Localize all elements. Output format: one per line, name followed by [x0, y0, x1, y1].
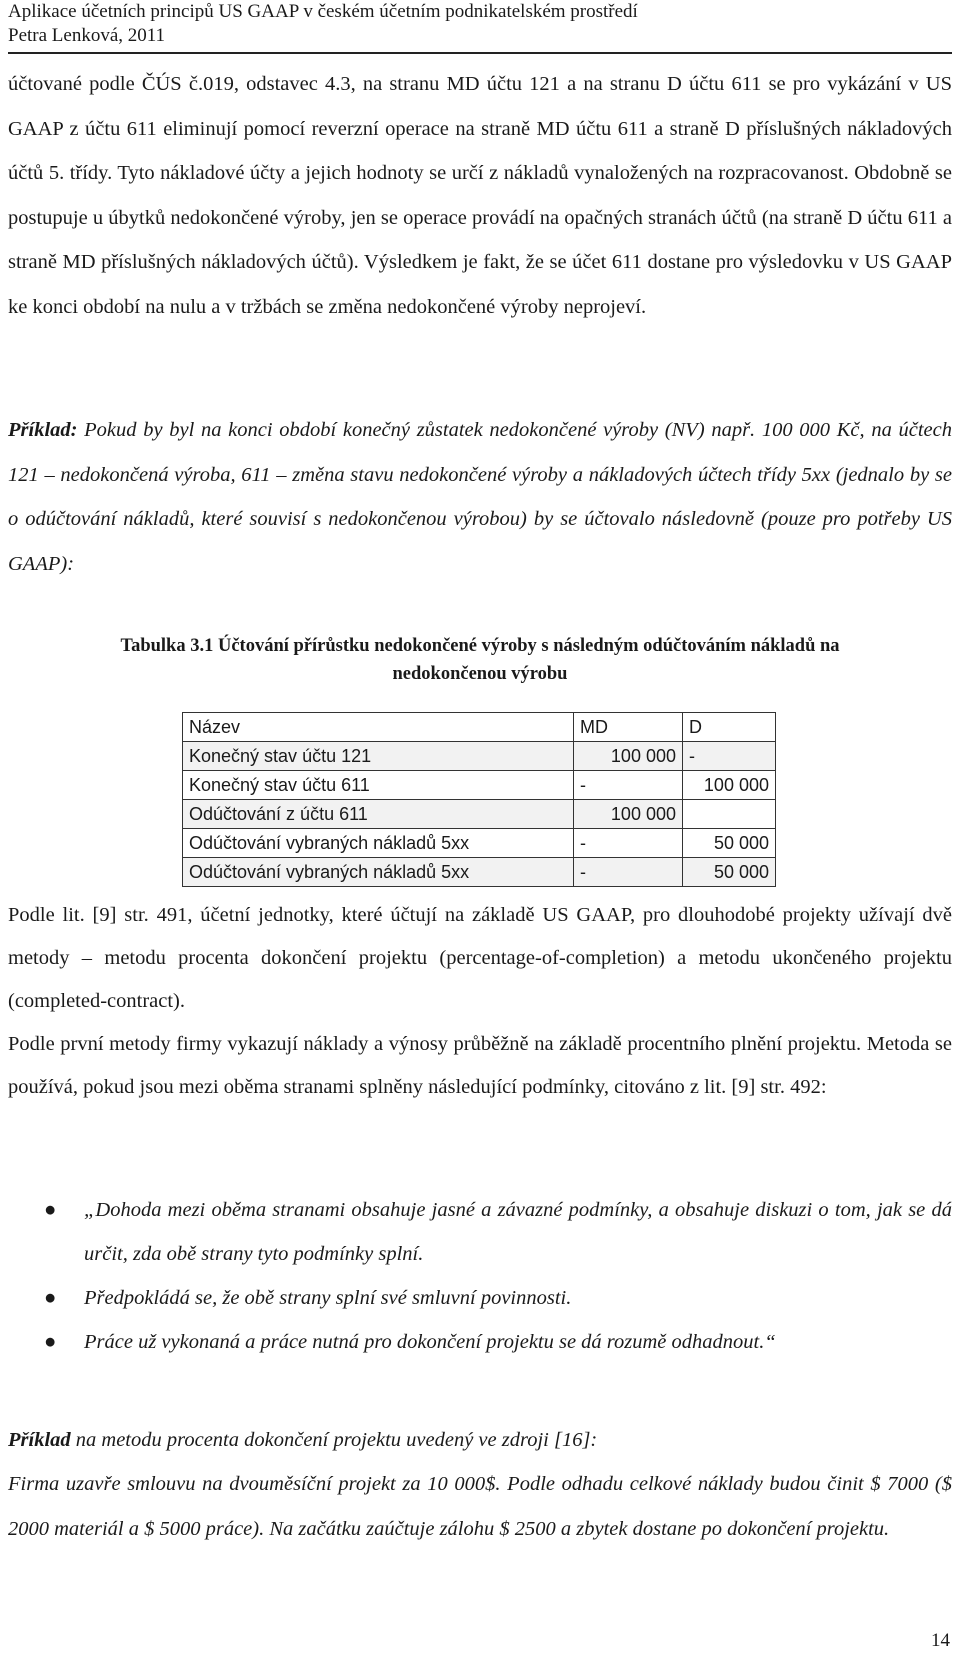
header-author: Petra Lenková, 2011	[8, 25, 166, 46]
table-cell: Odúčtování vybraných nákladů 5xx	[183, 858, 574, 887]
table-cell: 100 000	[574, 742, 683, 771]
table-cell: Odúčtování vybraných nákladů 5xx	[183, 829, 574, 858]
list-item	[0, 1188, 952, 1276]
bullet-icon: ●	[44, 1287, 57, 1309]
table-row	[183, 742, 776, 771]
table-cell: 50 000	[683, 829, 776, 858]
list-item-text: Práce už vykonaná a práce nutná pro dokončení projektu se dá rozumě odhadnout.“	[84, 1331, 776, 1353]
header-divider	[8, 52, 952, 54]
table-header-row	[183, 713, 776, 742]
conditions-list	[0, 1188, 952, 1364]
table-cell: Konečný stav účtu 611	[183, 771, 574, 800]
table-cell: -	[574, 771, 683, 800]
table-cell: -	[574, 858, 683, 887]
accounting-table	[182, 712, 776, 887]
example-paragraph	[8, 408, 952, 586]
table-caption	[40, 632, 920, 688]
table-row	[183, 829, 776, 858]
caption-line-2: nedokončenou výrobu	[392, 664, 568, 684]
bullet-icon: ●	[44, 1331, 57, 1353]
table-cell: 50 000	[683, 858, 776, 887]
list-item-text: Předpokládá se, že obě strany splní své smluvní povinnosti.	[84, 1287, 572, 1309]
header-d: D	[683, 713, 776, 742]
table-row	[183, 858, 776, 887]
table-cell	[683, 800, 776, 829]
table-cell: 100 000	[683, 771, 776, 800]
example-2-label: Příklad	[8, 1429, 71, 1451]
header-md: MD	[574, 713, 683, 742]
list-item	[0, 1320, 952, 1364]
table-cell: Konečný stav účtu 121	[183, 742, 574, 771]
bullet-icon: ●	[44, 1199, 57, 1221]
list-item-text: „Dohoda mezi oběma stranami obsahuje jasné a závazné podmínky, a obsahuje diskuzi o tom, jak se dá určit, zda obě strany tyto podmínky splní.	[84, 1199, 952, 1265]
table-cell: Odúčtování z účtu 611	[183, 800, 574, 829]
page-number: 14	[931, 1630, 950, 1651]
example-2-text: na metodu procenta dokončení projektu uvedený ve zdroji [16]:	[75, 1429, 598, 1451]
header-title: Aplikace účetních principů US GAAP v českém účetním podnikatelském prostředí	[8, 1, 638, 22]
paragraph-nedokoncena-vyroba: účtované podle ČÚS č.019, odstavec 4.3, na stranu MD účtu 121 a na stranu D účtu 611 se pro vykázání v US GAAP z účtu 611 eliminují pomocí reverzní operace na straně MD účtu 611 a straně D příslušných nákladových účtů 5. třídy. Tyto nákladové účty a jejich hodnoty se určí z nákladů vynaložených na rozpracovanost. Obdobně se postupuje u úbytků nedokončené výroby, jen se operace provádí na opačných stranách účtů (na straně D účtu 611 a straně MD příslušných nákladových účtů). Výsledkem je fakt, že se účet 611 dostane pro výsledovku v US GAAP ke konci období na nulu a v tržbách se změna nedokončené výroby neprojeví.	[8, 73, 952, 318]
table-row	[183, 800, 776, 829]
example-label: Příklad:	[8, 419, 78, 441]
paragraph-prvni-metoda: Podle první metody firmy vykazují náklady a výnosy průběžně na základě procentního plnění projektu. Metoda se používá, pokud jsou mezi oběma stranami splněny následující podmínky, citováno z lit. [9] str. 492:	[8, 1033, 952, 1098]
paragraph-firma: Firma uzavře smlouvu na dvouměsíční projekt za 10 000$. Podle odhadu celkové náklady budou činit $ 7000 ($ 2000 materiál a $ 5000 práce). Na začátku zaúčtuje zálohu $ 2500 a zbytek dostane po dokončení projektu.	[8, 1473, 952, 1540]
caption-line-1: Tabulka 3.1 Účtování přírůstku nedokončené výroby s následným odúčtováním nákladů na	[120, 636, 840, 656]
table-cell: -	[683, 742, 776, 771]
table-cell: 100 000	[574, 800, 683, 829]
list-item	[0, 1276, 952, 1320]
table-row	[183, 771, 776, 800]
example-text: Pokud by byl na konci období konečný zůstatek nedokončené výroby (NV) např. 100 000 Kč, na účtech 121 – nedokončená výroba, 611 – změna stavu nedokončené výroby a nákladových účtech třídy 5xx (jednalo by se o odúčtování nákladů, které souvisí s nedokončenou výrobou) by se účtovalo následovně (pouze pro potřeby US GAAP):	[8, 419, 952, 575]
page-header	[8, 0, 952, 48]
example-2-paragraph	[8, 1418, 952, 1463]
table-cell: -	[574, 829, 683, 858]
header-name: Název	[183, 713, 574, 742]
paragraph-metody: Podle lit. [9] str. 491, účetní jednotky, které účtují na základě US GAAP, pro dlouhodobé projekty užívají dvě metody – metodu procenta dokončení projektu (percentage-of-completion) a metodu ukončeného projektu (completed-contract).	[8, 904, 952, 1012]
